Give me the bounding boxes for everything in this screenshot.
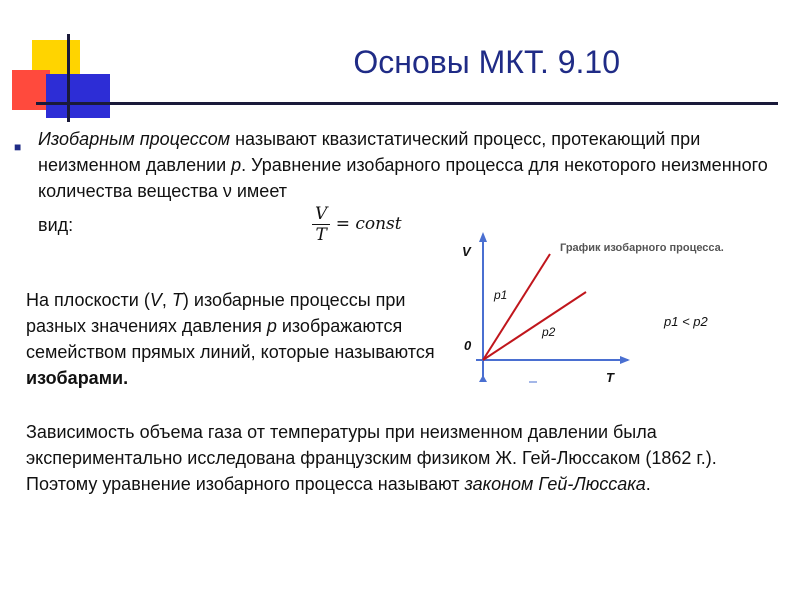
law-paragraph bbox=[26, 419, 786, 497]
intro-paragraph bbox=[38, 126, 768, 238]
plane-text-3: изображаются семейством прямых линий, которые называются bbox=[26, 316, 435, 362]
plane-text-2: ) изобарные процессы при разных значениях давления bbox=[26, 290, 406, 336]
plane-isobars: изобарами. bbox=[26, 368, 129, 388]
law-text-1: Зависимость объема газа от температуры при неизменном давлении была экспериментально исследована французским физиком Ж. Гей-Люссаком (1862 г.). Поэтому уравнение изобарного процесса называют bbox=[26, 422, 717, 494]
intro-text-3: имеет bbox=[231, 181, 287, 201]
formula-fraction bbox=[312, 204, 330, 245]
y-axis-arrow bbox=[479, 232, 487, 242]
isobar-graph bbox=[450, 232, 770, 400]
x-axis-arrow bbox=[620, 356, 630, 364]
p1-label: p1 bbox=[494, 288, 508, 302]
intro-nu: ν bbox=[222, 181, 232, 201]
law-text-2: . bbox=[645, 474, 651, 494]
plane-comma: , bbox=[161, 290, 172, 310]
small-up-arrow bbox=[479, 375, 487, 382]
law-name: законом Гей-Люссака bbox=[464, 474, 646, 494]
p2-label: p2 bbox=[542, 325, 556, 339]
bullet-marker: ■ bbox=[14, 140, 22, 154]
isobar-line-p2 bbox=[483, 292, 586, 360]
slide-title: Основы МКТ. 9.10 bbox=[353, 44, 620, 80]
formula-denominator: T bbox=[315, 225, 327, 245]
plane-p: p bbox=[266, 316, 277, 336]
x-axis-label: T bbox=[606, 370, 614, 385]
intro-text-2: . Уравнение изобарного процесса для некоторого неизменного количества вещества bbox=[38, 155, 768, 201]
intro-p: p bbox=[231, 155, 242, 175]
plane-paragraph bbox=[26, 287, 436, 391]
y-axis-label: V bbox=[462, 244, 471, 259]
plane-t: T bbox=[171, 290, 183, 310]
plane-v: V bbox=[149, 290, 162, 310]
graph-caption: График изобарного процесса. bbox=[560, 242, 724, 254]
formula-numerator: V bbox=[312, 204, 330, 225]
plane-text-1: На плоскости ( bbox=[26, 290, 150, 310]
formula-rest: = const bbox=[335, 214, 402, 234]
intro-text-1: называют квазистатический процесс, протекающий при неизменном давлении bbox=[38, 129, 701, 175]
origin-label: 0 bbox=[464, 338, 472, 353]
isobar-line-p1 bbox=[483, 254, 550, 360]
pressure-relation: p1 < p2 bbox=[664, 314, 708, 329]
isobaric-formula bbox=[312, 204, 402, 245]
intro-text-last: вид: bbox=[38, 215, 74, 235]
intro-term: Изобарным процессом bbox=[38, 129, 231, 149]
decor-horizontal-line bbox=[36, 102, 778, 105]
